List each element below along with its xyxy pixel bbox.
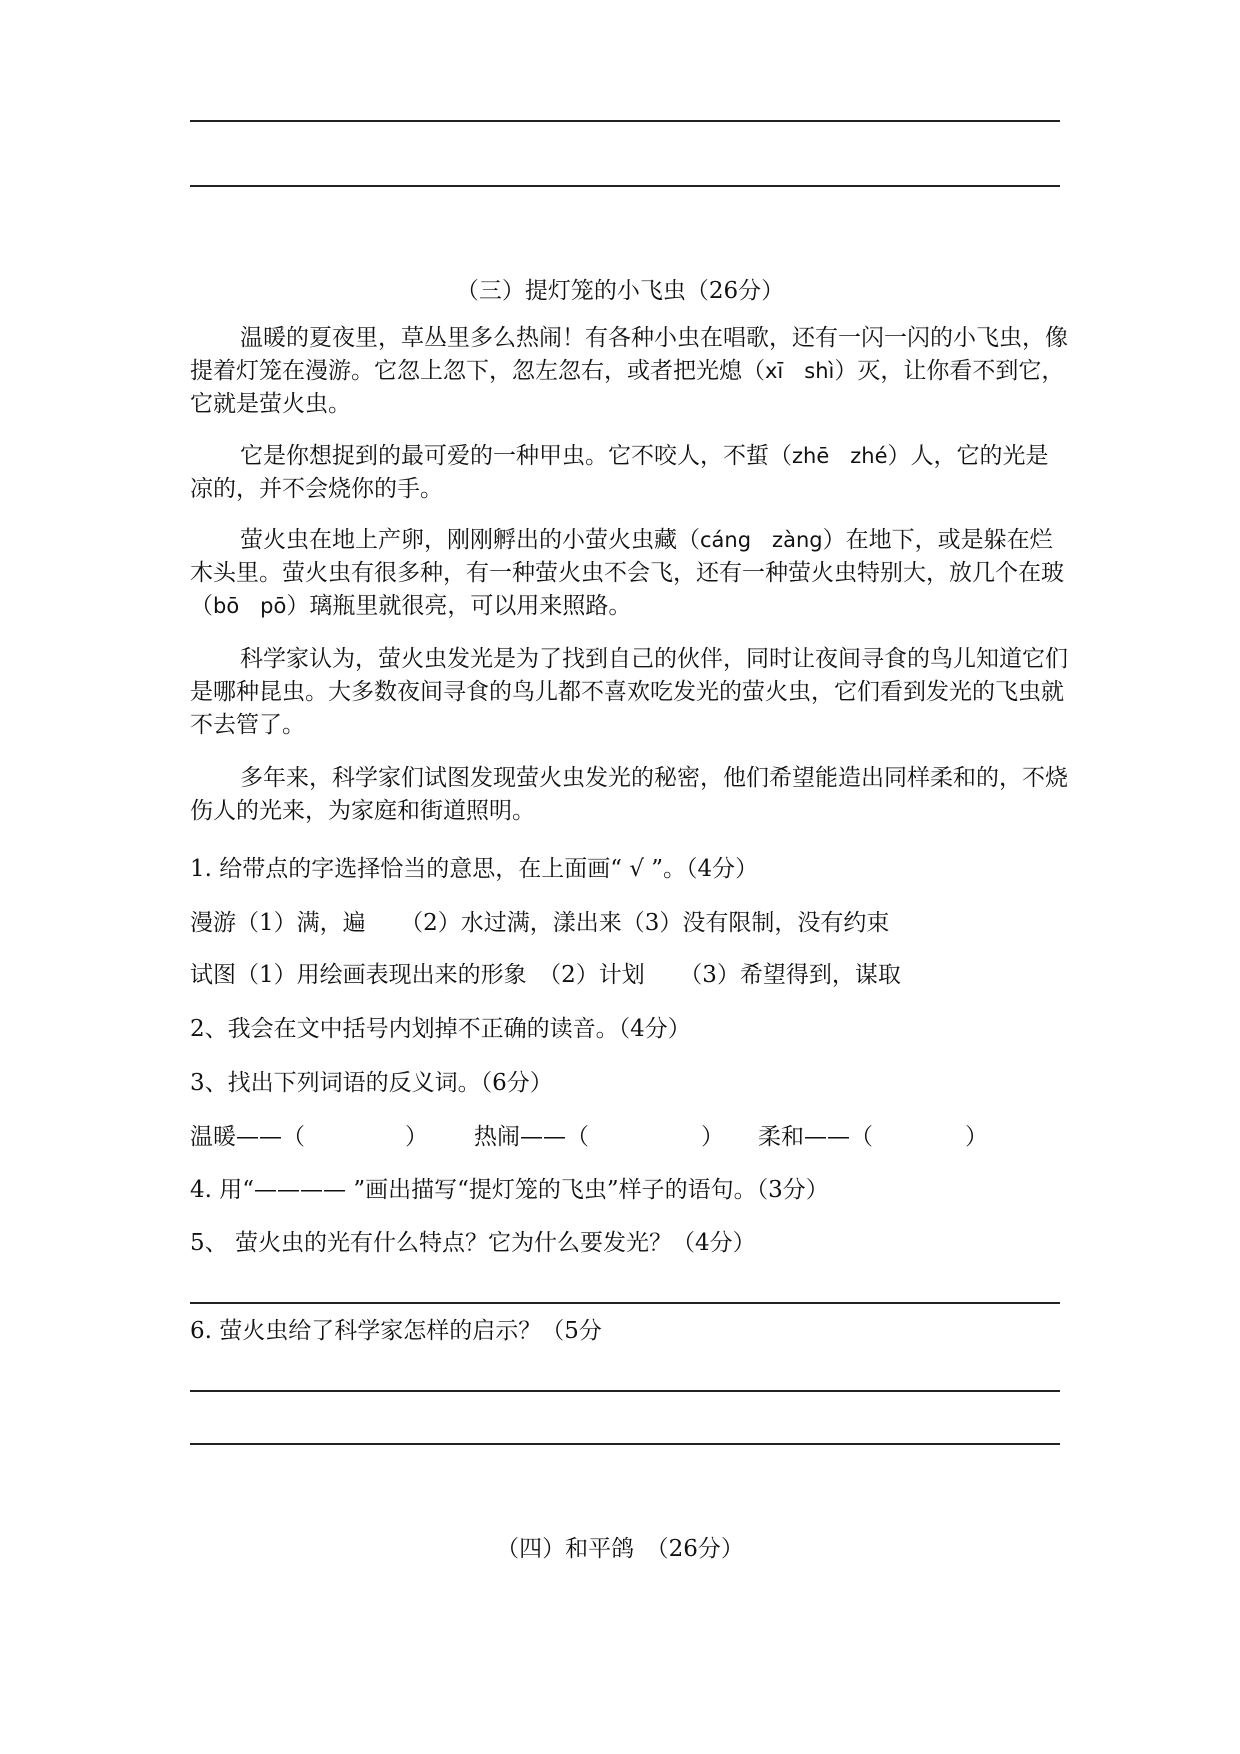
answer-line (190, 1443, 1060, 1445)
antonym-close: ） (965, 1124, 988, 1150)
pinyin-option: xī shì (765, 359, 835, 383)
passage-paragraph (190, 762, 1070, 828)
antonym-prompt: 热闹——（ (474, 1124, 589, 1150)
paragraph-text: ）在地下，或是躲在烂木头里。萤火虫有很多种，有一种萤火虫不会飞，还有一种萤火虫特别大，放几个在玻（ (190, 527, 1064, 619)
antonym-close: ） (405, 1124, 428, 1150)
answer-line (190, 185, 1060, 187)
antonym-prompt: 柔和——（ (758, 1124, 873, 1150)
paragraph-text: 温暖的夏夜里，草丛里多么热闹！有各种小虫在唱歌，还有一闪一闪的小飞虫，像提着灯笼在漫游。它忽上忽下，忽左忽右，或者把光熄（ (190, 325, 1068, 384)
pinyin-option: zhē zhé (792, 444, 888, 468)
question-6: 6. 萤火虫给了科学家怎样的启示？（5分 (190, 1318, 602, 1344)
passage-paragraph (190, 524, 1070, 623)
paragraph-text: ）灭，让你看不到它，它就是萤火虫。 (190, 358, 1065, 417)
antonym-prompt: 温暖——（ (190, 1124, 305, 1150)
answer-line (190, 1390, 1060, 1392)
section-title: （四）和平鸽 （26分） (496, 1536, 744, 1562)
question-4: 4. 用“———— ”画出描写“提灯笼的飞虫”样子的语句。（3分） (190, 1177, 829, 1203)
answer-line (190, 1302, 1060, 1304)
question-5: 5、 萤火虫的光有什么特点？它为什么要发光？（4分） (190, 1230, 756, 1256)
antonym-row (190, 1122, 988, 1152)
paragraph-text: 它是你想捉到的最可爱的一种甲虫。它不咬人，不蜇（ (240, 443, 792, 469)
question-1-options-shitu: 试图（1）用绘画表现出来的形象 （2）计划 （3）希望得到，谋取 (190, 962, 901, 988)
pinyin-option: cáng zàng (700, 528, 823, 552)
passage-paragraph (190, 322, 1070, 421)
paragraph-text: 萤火虫在地上产卵，刚刚孵出的小萤火虫藏（ (240, 527, 700, 553)
answer-line (190, 120, 1060, 122)
passage-paragraph (190, 643, 1070, 742)
section-title: （三）提灯笼的小飞虫（26分） (455, 278, 785, 304)
question-1: 1. 给带点的字选择恰当的意思，在上面画“ √ ”。（4分） (190, 856, 759, 882)
antonym-close: ） (701, 1124, 724, 1150)
passage-paragraph (190, 440, 1070, 506)
question-2: 2、我会在文中括号内划掉不正确的读音。（4分） (190, 1016, 691, 1042)
pinyin-option: bō pō (213, 594, 287, 618)
question-3: 3、找出下列词语的反义词。（6分） (190, 1070, 553, 1096)
paragraph-text: 科学家认为，萤火虫发光是为了找到自己的伙伴，同时让夜间寻食的鸟儿知道它们是哪种昆虫。大多数夜间寻食的鸟儿都不喜欢吃发光的萤火虫，它们看到发光的飞虫就不去管了。 (190, 646, 1068, 738)
paragraph-text: ）人，它的光是凉的，并不会烧你的手。 (190, 443, 1049, 502)
question-1-options-manyou: 漫游（1）满，遍 （2）水过满，漾出来（3）没有限制，没有约束 (190, 910, 890, 936)
paragraph-text: ）璃瓶里就很亮，可以用来照路。 (286, 593, 632, 619)
paragraph-text: 多年来，科学家们试图发现萤火虫发光的秘密，他们希望能造出同样柔和的，不烧伤人的光来，为家庭和街道照明。 (190, 765, 1068, 824)
